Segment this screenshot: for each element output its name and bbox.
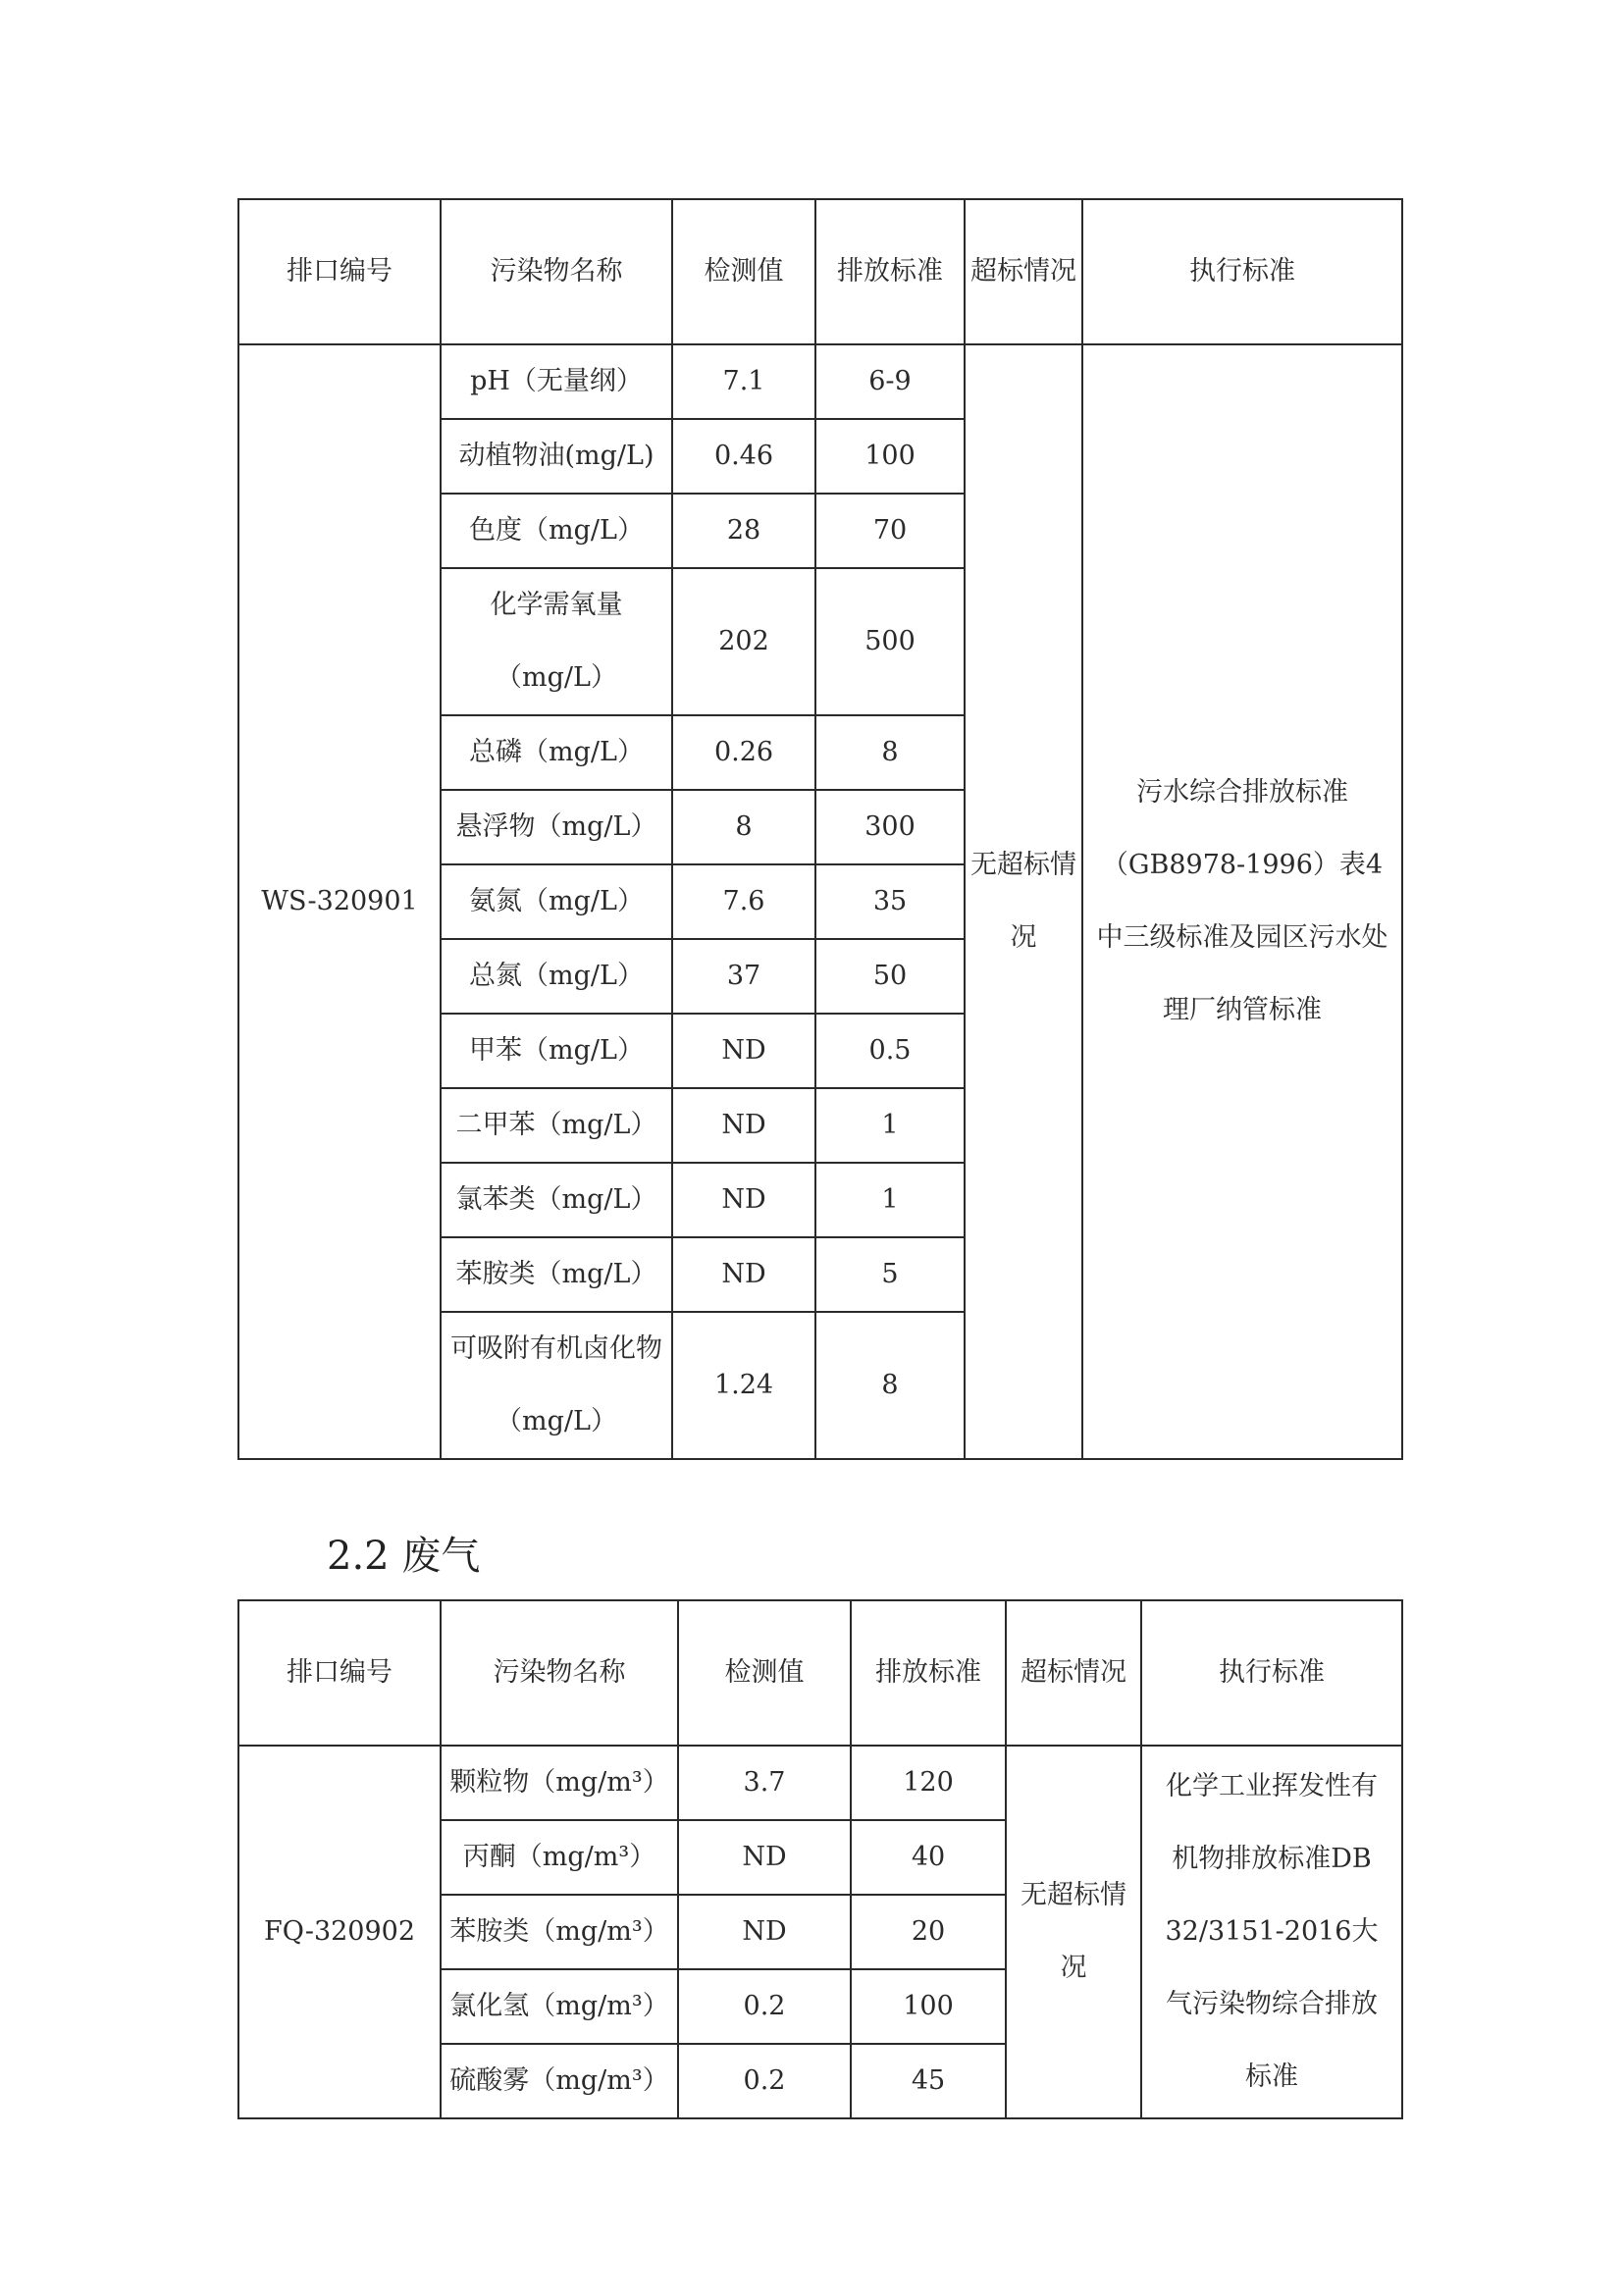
measured-value-cell: 3.7 <box>678 1746 851 1820</box>
header-cell: 排口编号 <box>238 1600 441 1746</box>
pollutant-name-cell: 甲苯（mg/L） <box>441 1014 672 1088</box>
limit-cell: 70 <box>815 494 965 568</box>
table-row <box>238 1746 1402 1820</box>
measured-value-cell: ND <box>672 1014 815 1088</box>
limit-cell: 50 <box>815 939 965 1014</box>
limit-cell: 500 <box>815 568 965 715</box>
measured-value-cell: 37 <box>672 939 815 1014</box>
pollutant-name-cell: pH（无量纲） <box>441 344 672 419</box>
pollutant-name-cell: 苯胺类（mg/m³） <box>441 1895 678 1969</box>
measured-value-cell: ND <box>678 1820 851 1895</box>
header-cell: 排放标准 <box>851 1600 1006 1746</box>
pollutant-name-cell: 丙酮（mg/m³） <box>441 1820 678 1895</box>
header-cell: 超标情况 <box>1006 1600 1141 1746</box>
measured-value-cell: 0.26 <box>672 715 815 790</box>
measured-value-cell: 8 <box>672 790 815 864</box>
measured-value-cell: ND <box>678 1895 851 1969</box>
measured-value-cell: 202 <box>672 568 815 715</box>
limit-cell: 20 <box>851 1895 1006 1969</box>
limit-cell: 6-9 <box>815 344 965 419</box>
pollutant-name-cell: 氯化氢（mg/m³） <box>441 1969 678 2044</box>
measured-value-cell: 1.24 <box>672 1312 815 1459</box>
waste-gas-table <box>237 1599 1403 2119</box>
limit-cell: 100 <box>815 419 965 494</box>
table-header-row <box>238 1600 1402 1746</box>
header-cell: 执行标准 <box>1141 1600 1402 1746</box>
limit-cell: 1 <box>815 1163 965 1237</box>
header-cell: 污染物名称 <box>441 1600 678 1746</box>
standard-cell: 污水综合排放标准（GB8978-1996）表4中三级标准及园区污水处理厂纳管标准 <box>1082 344 1402 1459</box>
measured-value-cell: 7.1 <box>672 344 815 419</box>
table-header-row <box>238 199 1402 344</box>
limit-cell: 8 <box>815 1312 965 1459</box>
limit-cell: 100 <box>851 1969 1006 2044</box>
pollutant-name-cell: 动植物油(mg/L) <box>441 419 672 494</box>
wastewater-table <box>237 198 1403 1460</box>
measured-value-cell: 7.6 <box>672 864 815 939</box>
table-row <box>238 344 1402 419</box>
measured-value-cell: ND <box>672 1088 815 1163</box>
measured-value-cell: ND <box>672 1237 815 1312</box>
pollutant-name-cell: 二甲苯（mg/L） <box>441 1088 672 1163</box>
pollutant-name-cell: 氯苯类（mg/L） <box>441 1163 672 1237</box>
limit-cell: 8 <box>815 715 965 790</box>
limit-cell: 5 <box>815 1237 965 1312</box>
section-heading: 2.2 废气 <box>327 1534 481 1579</box>
header-cell: 污染物名称 <box>441 199 672 344</box>
pollutant-name-cell: 颗粒物（mg/m³） <box>441 1746 678 1820</box>
pollutant-name-cell: 氨氮（mg/L） <box>441 864 672 939</box>
limit-cell: 1 <box>815 1088 965 1163</box>
standard-cell: 化学工业挥发性有机物排放标准DB 32/3151-2016大气污染物综合排放标准 <box>1141 1746 1402 2118</box>
measured-value-cell: ND <box>672 1163 815 1237</box>
pollutant-name-cell: 色度（mg/L） <box>441 494 672 568</box>
header-cell: 检测值 <box>672 199 815 344</box>
pollutant-name-cell: 总氮（mg/L） <box>441 939 672 1014</box>
limit-cell: 45 <box>851 2044 1006 2118</box>
exceed-status-cell: 无超标情况 <box>1006 1746 1141 2118</box>
outlet-id-cell: WS-320901 <box>238 344 441 1459</box>
pollutant-name-cell: 悬浮物（mg/L） <box>441 790 672 864</box>
header-cell: 排口编号 <box>238 199 441 344</box>
pollutant-name-cell: 可吸附有机卤化物（mg/L） <box>441 1312 672 1459</box>
header-cell: 超标情况 <box>965 199 1082 344</box>
exceed-status-cell: 无超标情况 <box>965 344 1082 1459</box>
pollutant-name-cell: 化学需氧量（mg/L） <box>441 568 672 715</box>
pollutant-name-cell: 硫酸雾（mg/m³） <box>441 2044 678 2118</box>
limit-cell: 40 <box>851 1820 1006 1895</box>
pollutant-name-cell: 苯胺类（mg/L） <box>441 1237 672 1312</box>
measured-value-cell: 0.46 <box>672 419 815 494</box>
outlet-id-cell: FQ-320902 <box>238 1746 441 2118</box>
limit-cell: 35 <box>815 864 965 939</box>
measured-value-cell: 28 <box>672 494 815 568</box>
limit-cell: 0.5 <box>815 1014 965 1088</box>
header-cell: 排放标准 <box>815 199 965 344</box>
limit-cell: 300 <box>815 790 965 864</box>
measured-value-cell: 0.2 <box>678 1969 851 2044</box>
limit-cell: 120 <box>851 1746 1006 1820</box>
header-cell: 检测值 <box>678 1600 851 1746</box>
pollutant-name-cell: 总磷（mg/L） <box>441 715 672 790</box>
measured-value-cell: 0.2 <box>678 2044 851 2118</box>
header-cell: 执行标准 <box>1082 199 1402 344</box>
